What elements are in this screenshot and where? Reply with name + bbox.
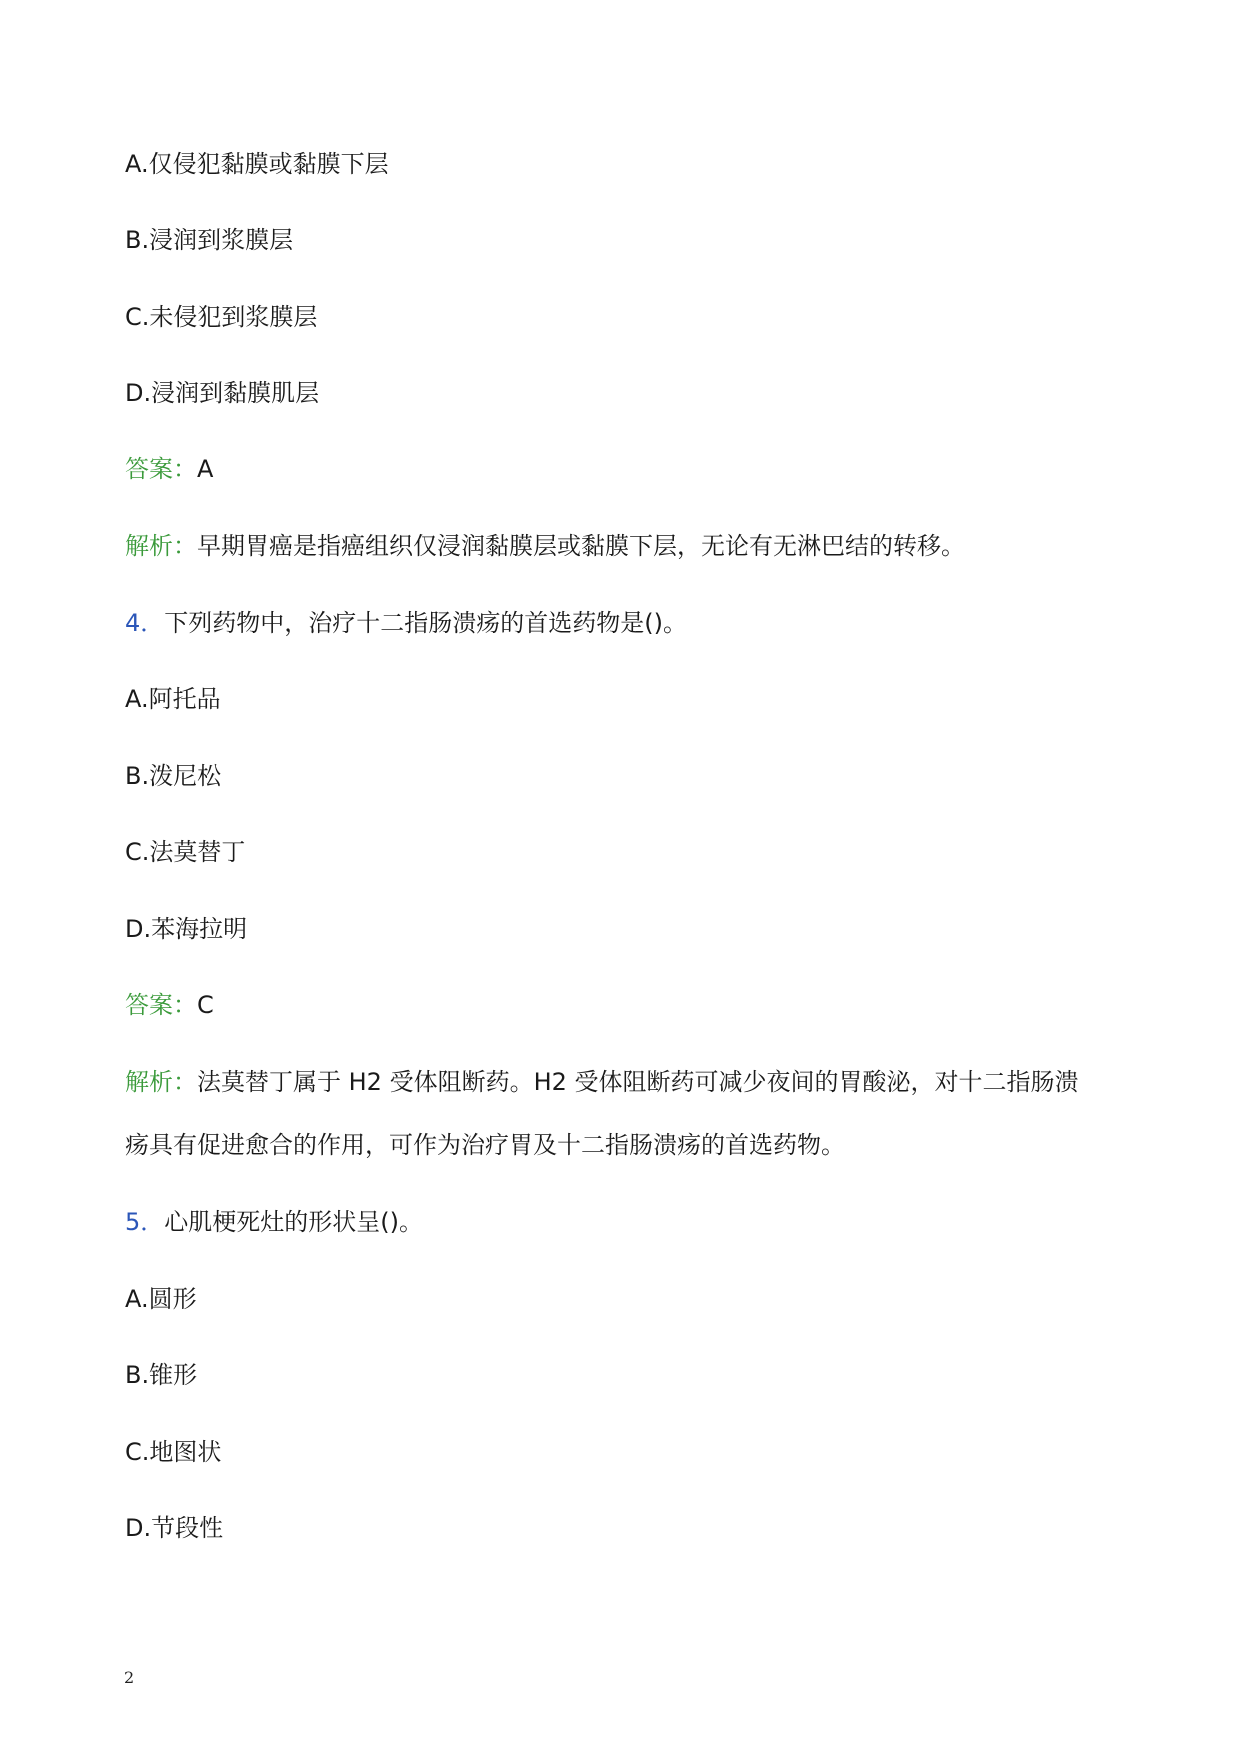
answer-label: 答案： xyxy=(125,455,197,483)
q5-stem xyxy=(125,1205,423,1239)
question-number: 5． xyxy=(125,1208,165,1236)
question-text: 心肌梗死灶的形状呈()。 xyxy=(164,1208,424,1236)
q4-analysis-continued: 疡具有促进愈合的作用，可作为治疗胃及十二指肠溃疡的首选药物。 xyxy=(125,1131,845,1159)
answer-label: 答案： xyxy=(125,991,197,1019)
analysis-text: 法莫替丁属于 H2 受体阻断药。H2 受体阻断药可减少夜间的胃酸泌，对十二指肠溃 xyxy=(197,1068,1079,1096)
q3-analysis xyxy=(125,529,965,563)
q5-option-c: C.地图状 xyxy=(125,1438,222,1466)
q3-option-b: B.浸润到浆膜层 xyxy=(125,226,294,254)
q4-option-a: A.阿托品 xyxy=(125,685,221,713)
q5-option-d: D.节段性 xyxy=(125,1514,224,1542)
q4-answer xyxy=(125,988,214,1022)
q5-option-b: B.锥形 xyxy=(125,1361,198,1389)
q3-option-a: A.仅侵犯黏膜或黏膜下层 xyxy=(125,150,389,178)
q3-answer xyxy=(125,452,213,486)
q3-option-c: C.未侵犯到浆膜层 xyxy=(125,303,318,331)
q4-analysis xyxy=(125,1065,1079,1099)
question-number: 4． xyxy=(125,609,165,637)
answer-value: A xyxy=(197,455,214,483)
answer-value: C xyxy=(197,991,214,1019)
question-text: 下列药物中，治疗十二指肠溃疡的首选药物是()。 xyxy=(164,609,688,637)
q4-option-c: C.法莫替丁 xyxy=(125,838,246,866)
analysis-label: 解析： xyxy=(125,1068,197,1096)
page-number: 2 xyxy=(124,1668,135,1687)
q4-option-b: B.泼尼松 xyxy=(125,762,222,790)
q4-stem xyxy=(125,606,687,640)
analysis-text: 早期胃癌是指癌组织仅浸润黏膜层或黏膜下层，无论有无淋巴结的转移。 xyxy=(197,532,965,560)
analysis-label: 解析： xyxy=(125,532,197,560)
q5-option-a: A.圆形 xyxy=(125,1285,197,1313)
q3-option-d: D.浸润到黏膜肌层 xyxy=(125,379,320,407)
q4-option-d: D.苯海拉明 xyxy=(125,915,248,943)
